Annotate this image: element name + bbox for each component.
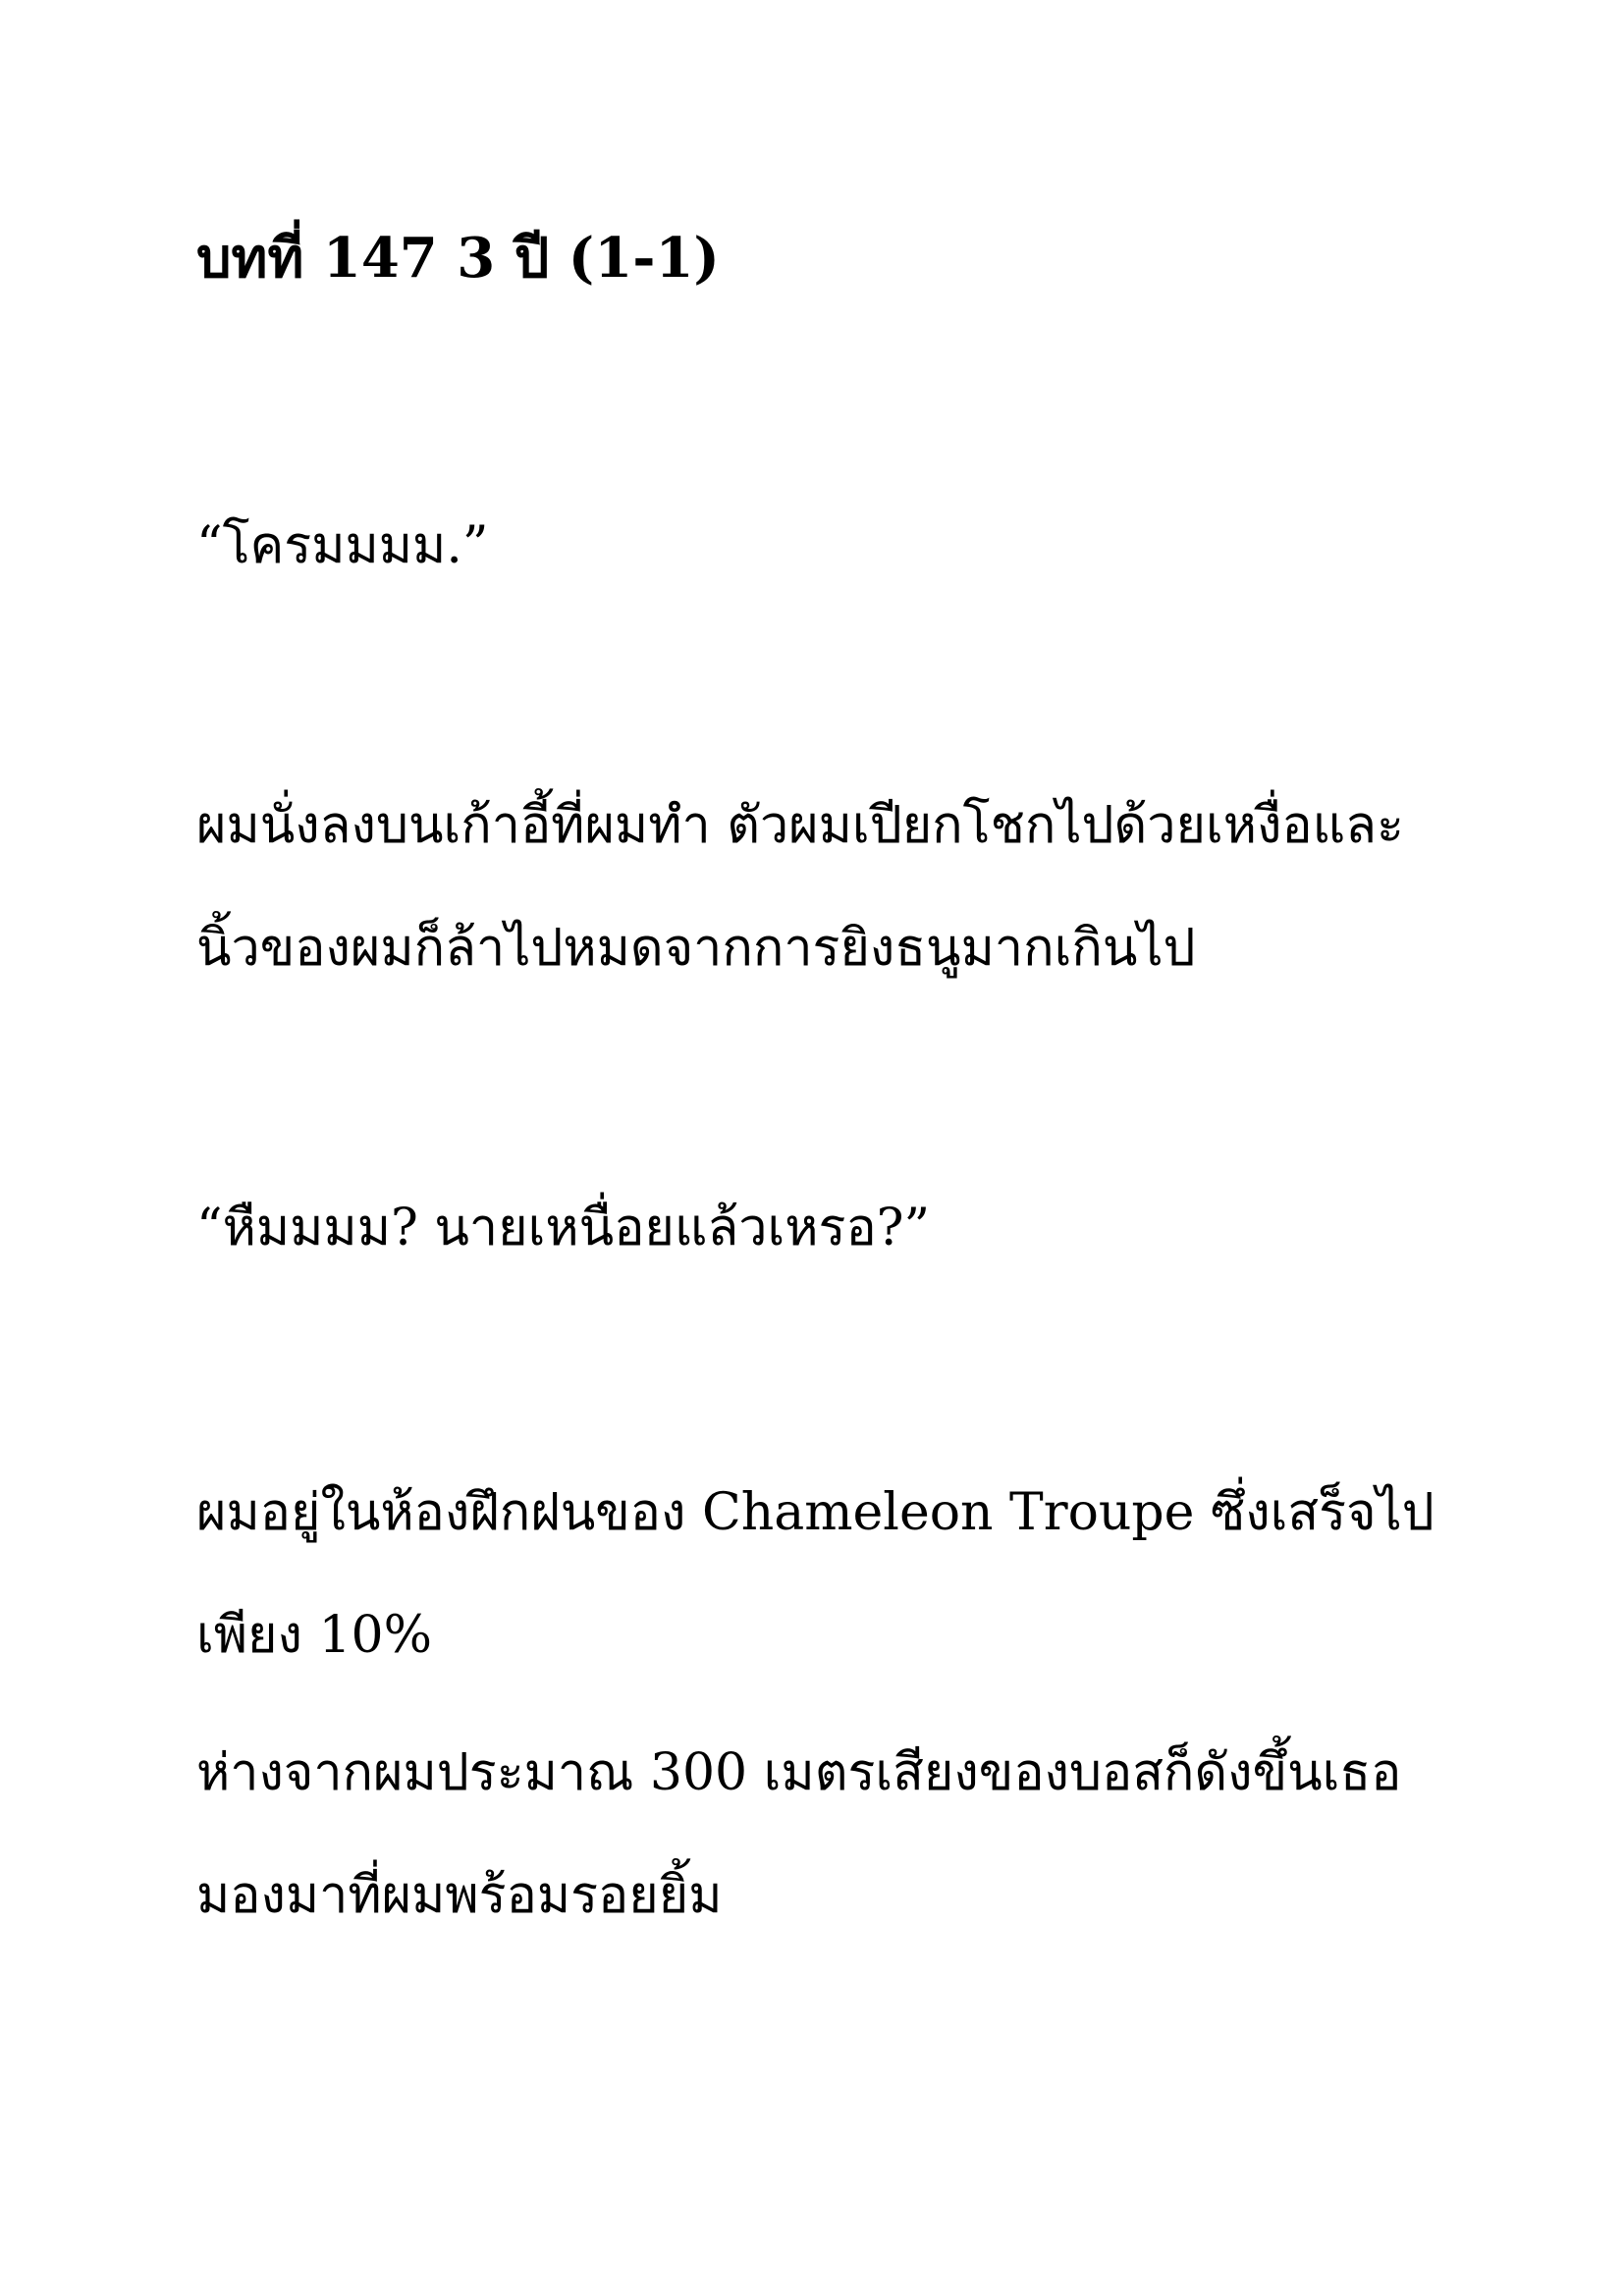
paragraph-4-line-2: เพียง 10% — [196, 1606, 433, 1665]
paragraph-2-line-2: นิ้วของผมก็ล้าไปหมดจากการยิงธนูมากเกินไป — [196, 919, 1196, 978]
paragraph-5-line-2: มองมาที่ผมพร้อมรอยยิ้ม — [196, 1866, 723, 1925]
paragraph-4-line-1: ผมอยู่ในห้องฝึกฝนของ Chameleon Troupe ซึ่งเสร็จไป — [196, 1483, 1435, 1542]
paragraph-3-line-1: “หืมมมม? นายเหนื่อยแล้วเหรอ?” — [196, 1199, 931, 1257]
chapter-title: บทที่ 147 3 ปี (1-1) — [196, 226, 720, 291]
paragraph-5-line-1: ห่างจากผมประมาณ 300 เมตรเสียงของบอสก็ดังขึ้นเธอ — [196, 1743, 1402, 1802]
paragraph-1-line-1: “โครมมมม.” — [196, 516, 489, 575]
paragraph-2-line-1: ผมนั่งลงบนเก้าอี้ที่ผมทำ ตัวผมเปียกโชกไปด้วยเหงื่อและ — [196, 796, 1404, 855]
